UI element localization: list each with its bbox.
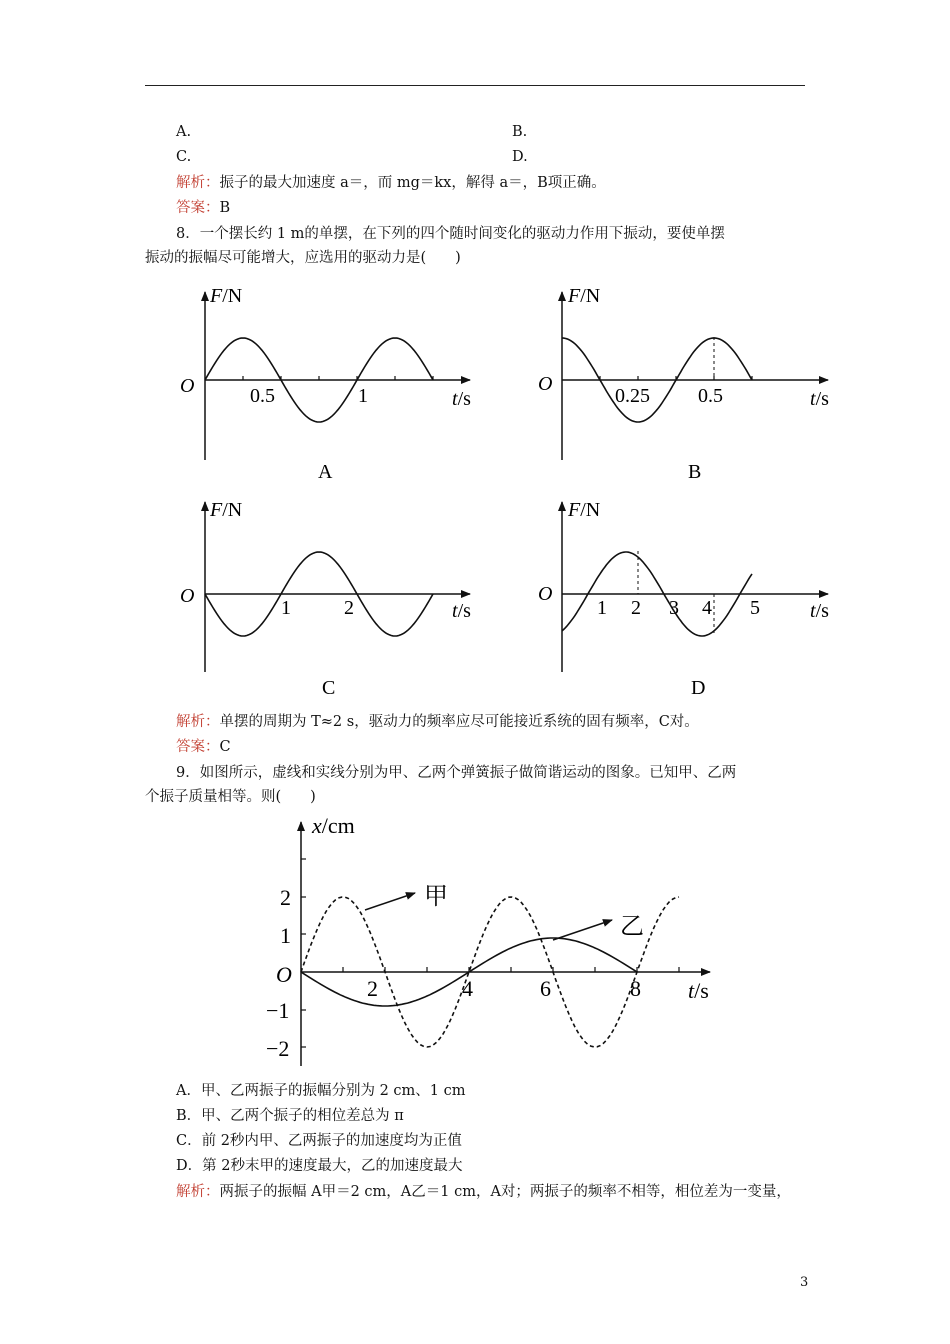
answer-label: 答案： [176,200,220,216]
graph-a [180,285,471,483]
tick-label: 2 [631,597,641,619]
graph-b [538,285,829,483]
analysis-text: 两振子的振幅 A甲＝2 cm，A乙＝1 cm，A对；两振子的频率不相等，相位差为一变量， [219,1184,791,1200]
jia-pointer-arrow [365,893,415,910]
q9-stem-line2: 个振子质量相等。则( ) [145,789,316,805]
q7-option-a: A. [176,124,192,140]
q9-option-c: C．前 2秒内甲、乙两振子的加速度均为正值 [176,1133,462,1149]
x-axis-label: t/s [688,978,709,1003]
x-axis-label: t/s [452,388,471,410]
x-tick-label: 4 [462,976,473,1001]
jia-label: 甲 [424,884,448,910]
y-tick-label: −2 [266,1036,290,1061]
y-tick-label: −1 [266,998,290,1023]
analysis-text: 振子的最大加速度 a＝，而 mg＝kx，解得 a＝，B项正确。 [219,175,606,191]
y-tick-label: 2 [280,885,291,910]
tick-label: 1 [281,597,291,619]
y-axis-label: F/N [568,285,601,307]
analysis-label: 解析： [176,1184,220,1200]
q8-stem-line1: 8．一个摆长约 1 m的单摆，在下列的四个随时间变化的驱动力作用下振动，要使单摆 [176,226,725,242]
tick-label: 0.5 [250,385,275,407]
tick-label: 0.5 [698,385,723,407]
answer-label: 答案： [176,739,220,755]
q7-option-b: B. [512,124,528,140]
origin-label: O [180,585,195,607]
origin-label: O [538,583,553,605]
origin-label: O [180,375,195,397]
answer-text: B [219,200,231,216]
y-axis-label: F/N [210,499,243,521]
tick-label: 1 [597,597,607,619]
y-axis-label: F/N [210,285,243,307]
graph-caption: B [688,461,702,483]
q8-answer [176,737,231,757]
graph-c [180,499,471,699]
tick-label: 0.25 [615,385,650,407]
q7-option-c: C. [176,149,192,165]
q9-graph [266,813,710,1066]
analysis-label: 解析： [176,175,220,191]
tick-label: 4 [702,597,712,619]
graph-caption: A [318,461,333,483]
y-axis-label: F/N [568,499,601,521]
answer-text: C [219,739,231,755]
yi-label: 乙 [620,914,644,940]
origin-label: O [276,962,292,987]
origin-label: O [538,373,553,395]
analysis-label: 解析： [176,714,220,730]
tick-label: 1 [358,385,368,407]
tick-label: 5 [750,597,760,619]
x-axis-label: t/s [810,388,829,410]
y-tick-label: 1 [280,923,291,948]
tick-label: 2 [344,597,354,619]
x-axis-label: t/s [452,600,471,622]
page-number: 3 [800,1275,809,1290]
q9-stem-line1: 9．如图所示，虚线和实线分别为甲、乙两个弹簧振子做简谐运动的图象。已知甲、乙两 [176,765,737,781]
q7-option-d: D. [512,149,528,165]
x-tick-label: 8 [630,976,641,1001]
x-axis-label: t/s [810,600,829,622]
y-axis-label: x/cm [312,813,355,838]
graph-d [538,499,829,699]
q9-option-d: D．第 2秒末甲的速度最大，乙的加速度最大 [176,1158,463,1174]
q9-option-a: A．甲、乙两振子的振幅分别为 2 cm、1 cm [176,1083,466,1099]
x-tick-label: 2 [367,976,378,1001]
q8-analysis [176,712,699,732]
x-tick-label: 6 [540,976,551,1001]
graph-caption: D [691,677,706,699]
graph-caption: C [322,677,336,699]
q9-analysis [176,1182,791,1202]
q8-stem-line2: 振动的振幅尽可能增大，应选用的驱动力是( ) [145,250,461,266]
q9-option-b: B．甲、乙两个振子的相位差总为 π [176,1108,404,1124]
analysis-text: 单摆的周期为 T≈2 s，驱动力的频率应尽可能接近系统的固有频率，C对。 [219,714,699,730]
tick-label: 3 [669,597,679,619]
yi-pointer-arrow [553,920,612,940]
